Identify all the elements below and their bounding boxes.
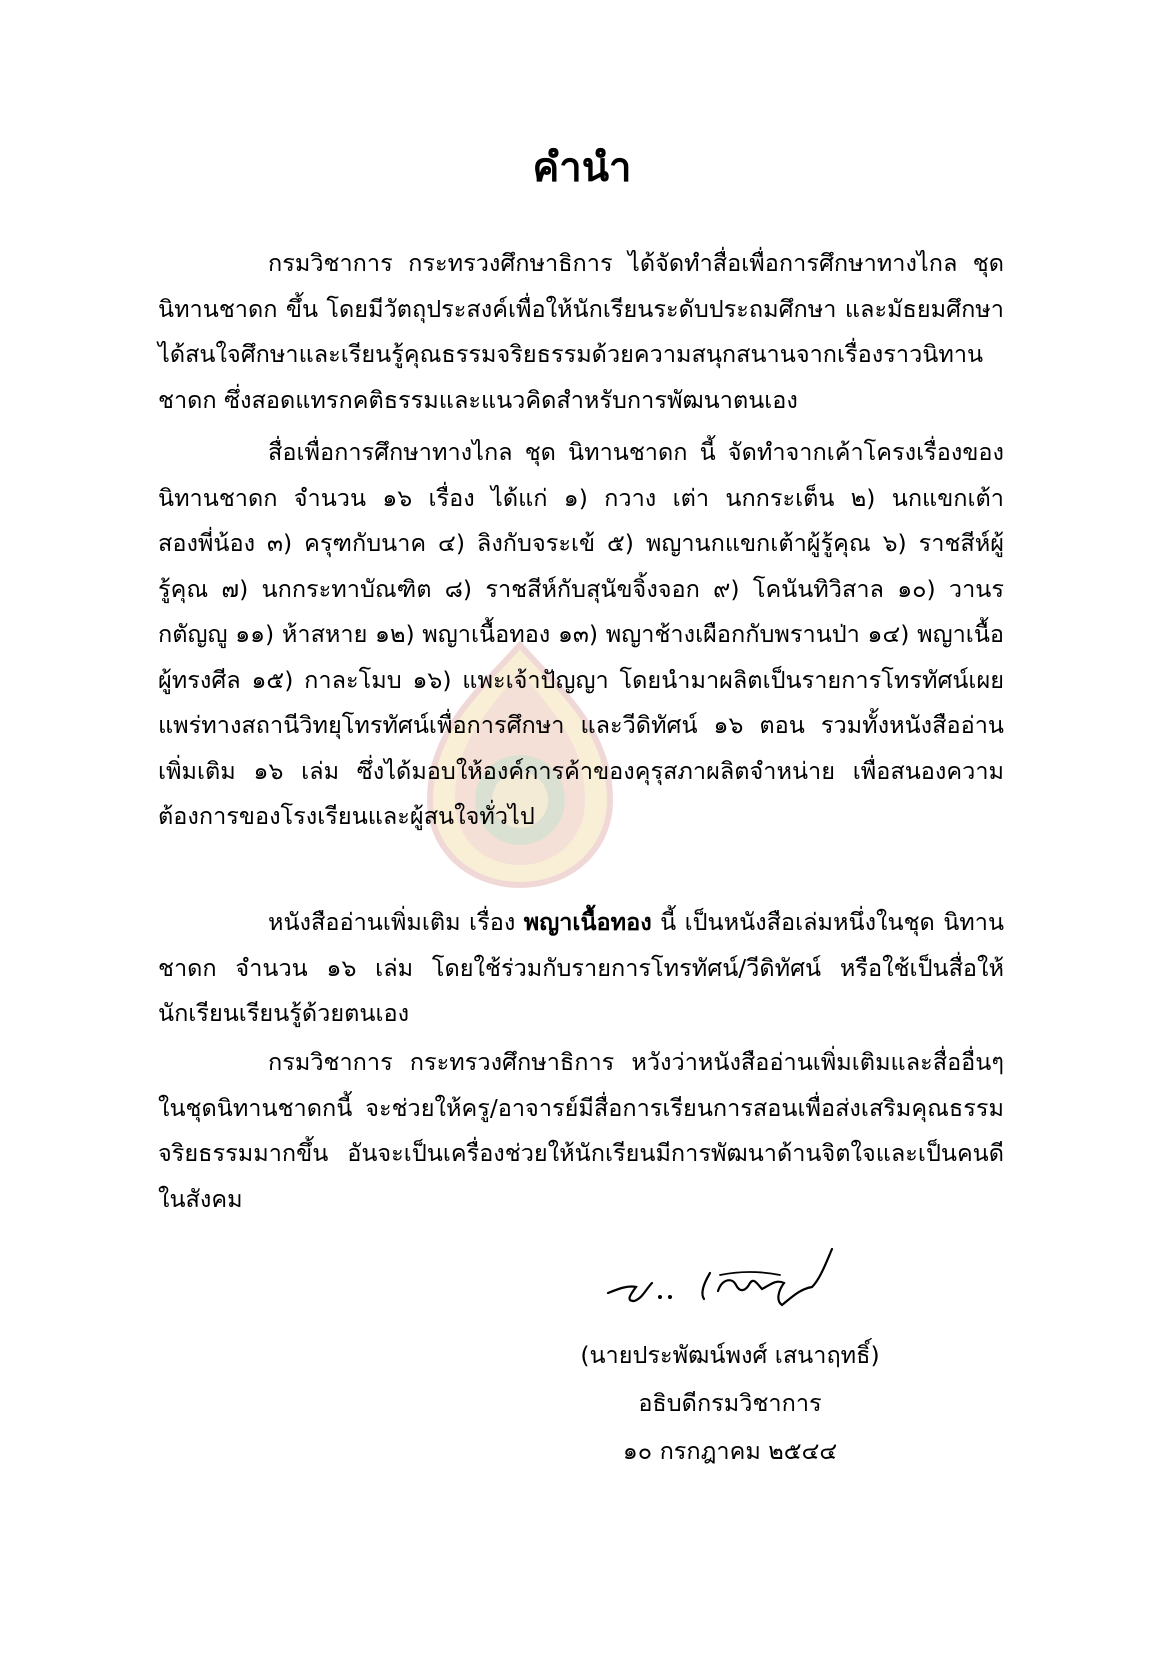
- document-date: ๑๐ กรกฎาคม ๒๕๔๔: [622, 1437, 838, 1465]
- handwritten-signature: [600, 1245, 860, 1325]
- signatory-position: อธิบดีกรมวิชาการ: [638, 1389, 822, 1417]
- paragraph-3-start: หนังสืออ่านเพิ่มเติม เรื่อง: [268, 908, 524, 936]
- paragraph-3-end: นี้ เป็นหนังสือเล่มหนึ่งในชุด นิทานชาดก จำนวน ๑๖ เล่ม โดยใช้ร่วมกับรายการโทรทัศน์/วีดิทัศน์ หรือใช้เป็นสื่อให้นักเรียนเรียนรู้ด้วยตนเอง: [158, 908, 1005, 1027]
- signature-icon: [600, 1245, 860, 1325]
- page-title: คำนำ: [532, 145, 632, 191]
- paragraph-2: สื่อเพื่อการศึกษาทางไกล ชุด นิทานชาดก นี้ จัดทำจากเค้าโครงเรื่องของนิทานชาดก จำนวน ๑๖ เรื่อง ได้แก่ ๑) กวาง เต่า นกกระเต็น ๒) นกแขกเต้าสองพี่น้อง ๓) ครุฑกับนาค ๔) ลิงกับจระเข้ ๕) พญานกแขกเต้าผู้รู้คุณ ๖) ราชสีห์ผู้รู้คุณ ๗) นกกระทาบัณฑิต ๘) ราชสีห์กับสุนัขจิ้งจอก ๙) โคนันทิวิสาล ๑๐) วานรกตัญญู ๑๑) ห้าสหาย ๑๒) พญาเนื้อทอง ๑๓) พญาช้างเผือกกับพรานป่า ๑๔) พญาเนื้อผู้ทรงศีล ๑๕) กาละโมบ ๑๖) แพะเจ้าปัญญา โดยนำมาผลิตเป็นรายการโทรทัศน์เผยแพร่ทางสถานีวิทยุโทรทัศน์เพื่อการศึกษา และวีดิทัศน์ ๑๖ ตอน รวมทั้งหนังสืออ่านเพิ่มเติม ๑๖ เล่ม ซึ่งได้มอบให้องค์การค้าของคุรุสภาผลิตจำหน่าย เพื่อสนองความต้องการของโรงเรียนและผู้สนใจทั่วไป: [158, 438, 1004, 830]
- paragraph-3: [158, 900, 1004, 1037]
- signatory-name: (นายประพัฒน์พงศ์ เสนาฤทธิ์): [580, 1341, 880, 1369]
- paragraph-1: กรมวิชาการ กระทรวงศึกษาธิการ ได้จัดทำสื่อเพื่อการศึกษาทางไกล ชุด นิทานชาดก ขึ้น โดยมีวัตถุประสงค์เพื่อให้นักเรียนระดับประถมศึกษา และมัธยมศึกษา ได้สนใจศึกษาและเรียนรู้คุณธรรมจริยธรรมด้วยความสนุกสนานจากเรื่องราวนิทานชาดก ซึ่งสอดแทรกคติธรรมและแนวคิดสำหรับการพัฒนาตนเอง: [158, 249, 1004, 414]
- paragraph-4: กรมวิชาการ กระทรวงศึกษาธิการ หวังว่าหนังสืออ่านเพิ่มเติมและสื่ออื่นๆ ในชุดนิทานชาดกนี้ จะช่วยให้ครู/อาจารย์มีสื่อการเรียนการสอนเพื่อส่งเสริมคุณธรรม จริยธรรมมากขึ้น อันจะเป็นเครื่องช่วยให้นักเรียนมีการพัฒนาด้านจิตใจและเป็นคนดีในสังคม: [158, 1048, 1004, 1213]
- book-title: พญาเนื้อทอง: [523, 908, 652, 936]
